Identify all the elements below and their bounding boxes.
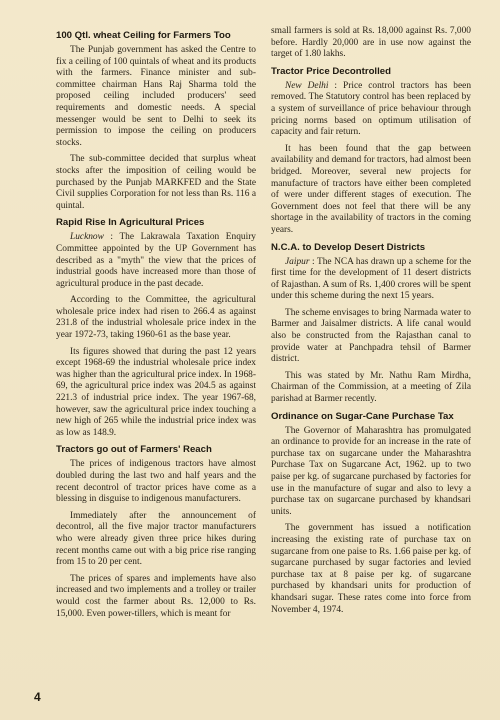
paragraph-text: Its figures showed that during the past 12 years except 1968-69 the industrial wholesale price index was higher than the agricultural price index. In 1968-69, the agricultural price index was 204.5 as against 221.3 of industrial price index. The year 1967-68, however, saw the agricultural price index touching a new high of 265 while the industrial price index was as low as 148.9. — [56, 346, 256, 438]
article-paragraph — [56, 574, 256, 620]
paragraph-text: This was stated by Mr. Nathu Ram Mirdha, Chairman of the Commission, at a meeting of Zila parishad at Barmer recently. — [271, 370, 471, 405]
paragraph-text: Immediately after the announcement of decontrol, all the five major tractor manufacturers who were already given three price hikes during recent months came out with a big price rise ranging from 15 to 20 per cent. — [56, 510, 256, 568]
article — [56, 217, 256, 439]
article-heading: Rapid Rise In Agricultural Prices — [56, 217, 205, 229]
dateline: Jaipur — [285, 256, 310, 267]
article-paragraph — [56, 459, 256, 505]
article-heading: Tractors go out of Farmers' Reach — [56, 444, 212, 456]
article-paragraph — [271, 308, 471, 366]
paragraph-text: Price control tractors has been removed. The Statutory control has been replaced by a system of surveillance of price behaviour through pricing norms based on optimum utilisation of capacity and fair return. — [271, 80, 472, 138]
paragraph-text: The Lakrawala Taxation Enquiry Committee appointed by the UP Government has described as a "myth" the view that the prices of industrial goods have increased more than those of agricultural produce in the past decade. — [56, 232, 256, 289]
paragraph-text: The prices of indigenous tractors have almost doubled during the last two and half years and the recent decontrol of tractor prices have come as a blessing in disguise to indigenous manufacturers. — [56, 459, 256, 505]
paragraph-text: It has been found that the gap between availability and demand for tractors, had almost been bridged. Moreover, several new projects for manufacture of tractors have either been completed of were under different stages of execution. The Government does not feel that there will be any shortage in the availability of tractors in the coming years. — [271, 143, 471, 235]
article-paragraph — [56, 45, 256, 149]
article-paragraph — [56, 154, 256, 212]
article-heading: N.C.A. to Develop Desert Districts — [271, 241, 426, 253]
dateline: Lucknow — [70, 232, 104, 243]
article — [271, 66, 471, 237]
dateline-separator: : — [309, 256, 317, 267]
article-paragraph — [56, 295, 256, 341]
article — [56, 30, 256, 212]
dateline: New Delhi — [285, 80, 329, 91]
right-column — [271, 26, 471, 621]
paragraph-text: The Governor of Maharashtra has promulgated an ordinance to provide for an increase in the rate of purchase tax on sugarcane under the Maharashtra Purchase Tax on Sugarcane Act, 1962. up to two paise per kg. of sugarcane purchased by factories for use in the manufacture of sugar and also to levy a purchase tax on sugarcane purchased by khandsari units. — [271, 425, 471, 517]
article-heading: Ordinance on Sugar-Cane Purchase Tax — [271, 410, 454, 422]
paragraph-text: The government has issued a notification increasing the existing rate of purchase tax on sugarcane from one paise to Rs. 1.66 paise per kg. of sugarcane purchased by sugar factories and levied purchase tax at 8 paise per kg. of sugarcane purchased by khandsari units for production of khandsari sugar. These rates come into force from November 4, 1974. — [271, 523, 471, 615]
article — [271, 411, 471, 617]
article-paragraph — [271, 426, 471, 519]
article-heading: Tractor Price Decontrolled — [271, 65, 391, 77]
paragraph-text: The prices of spares and implements have also increased and two implements and a trolley or trailer would cost the farmer about Rs. 12,000 to Rs. 15,000. Even power-tillers, which is meant for — [56, 573, 256, 619]
article-paragraph — [271, 26, 471, 61]
paragraph-text: The scheme envisages to bring Narmada water to Barmer and Jaisalmer districts. A life canal would also be constructed from the Rajasthan canal to provide water at Panchpadra tehsil of Barmer district. — [271, 307, 471, 365]
article-paragraph — [56, 347, 256, 440]
paragraph-text: small farmers is sold at Rs. 18,000 against Rs. 7,000 before. Hardly 20,000 are in use now against the target of 1.80 lakhs. — [271, 26, 471, 60]
article-paragraph — [56, 232, 256, 290]
article-paragraph — [271, 371, 471, 406]
paragraph-text: According to the Committee, the agricultural wholesale price index had risen to 266.4 as against 231.8 of the industrial wholesale price index in the year 1972-73, taking 1960-61 as the base year. — [56, 295, 256, 341]
article-paragraph — [56, 511, 256, 569]
paragraph-text: The Punjab government has asked the Centre to fix a ceiling of 100 quintals of wheat and its products with the farmers. Finance minister and sub-committee chairman Hans Raj Sharma told the proposed ceiling included producers' seed requirements and domestic needs. A special messenger would be sent to Delhi to seek its permission to impose the ceiling on producers stocks. — [56, 45, 256, 148]
article — [271, 26, 471, 61]
article-heading: 100 Qtl. wheat Ceiling for Farmers Too — [56, 30, 231, 41]
article — [271, 242, 471, 406]
left-column — [56, 26, 256, 625]
page-number: 4 — [34, 690, 41, 704]
paragraph-text: The sub-committee decided that surplus wheat stocks after the imposition of ceiling would be purchased by the Punjab MARKFED and the State Civil supplies Corporation for not less than Rs. 116 a quintal. — [56, 154, 256, 211]
paragraph-text: The NCA has drawn up a scheme for the first time for the development of 11 desert districts of Rajasthan. A sum of Rs. 1,400 crores will be spent under this scheme during the next 15 years. — [271, 256, 472, 302]
article — [56, 444, 256, 620]
article-paragraph — [271, 523, 471, 616]
article-paragraph — [271, 81, 471, 139]
article-paragraph — [271, 144, 471, 237]
dateline-separator: : — [103, 232, 120, 243]
dateline-separator: : — [328, 80, 344, 91]
article-paragraph — [271, 257, 471, 303]
